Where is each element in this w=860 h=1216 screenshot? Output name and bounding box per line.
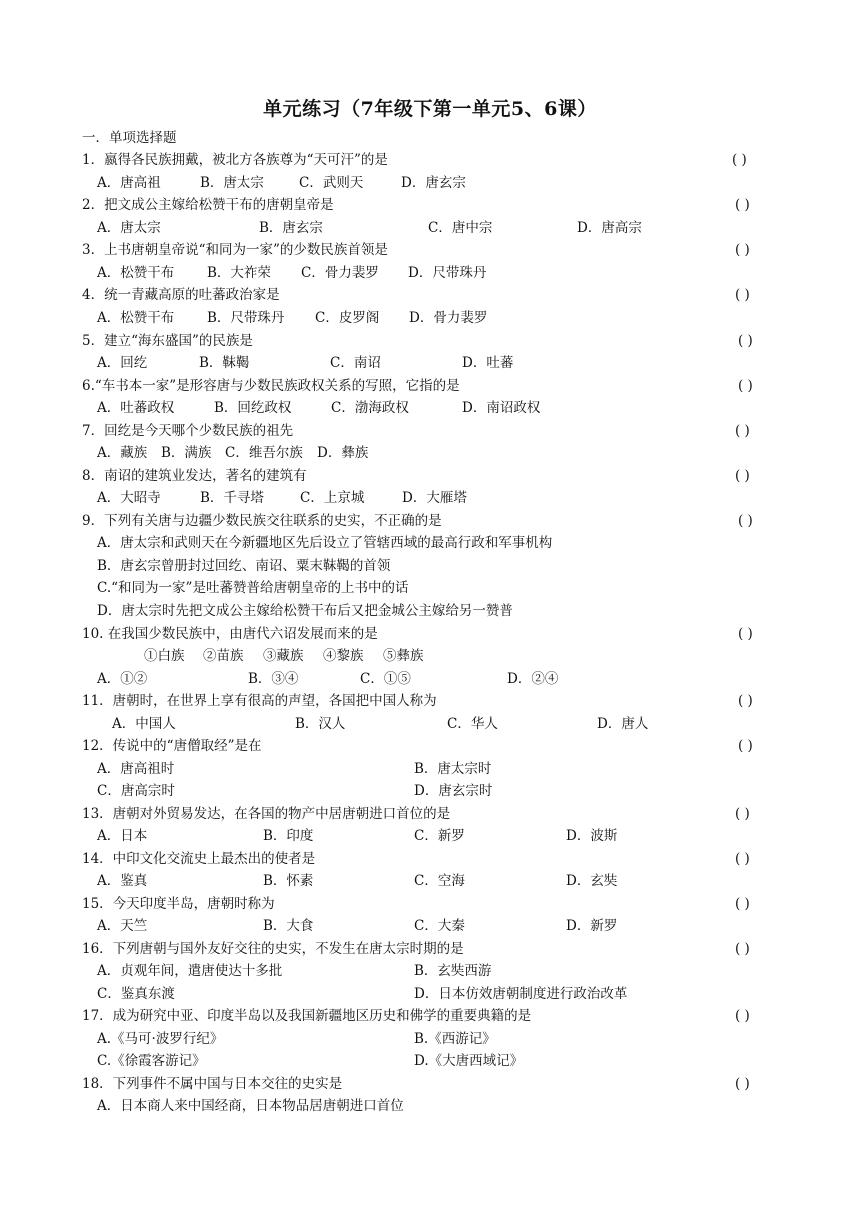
answer-blank[interactable]: ( )	[735, 1008, 750, 1024]
option: D.《大唐西域记》	[414, 1053, 524, 1069]
option: C．大秦	[414, 918, 465, 934]
option: B．汉人	[295, 716, 346, 732]
option: D．新罗	[566, 918, 618, 934]
option: B．大食	[263, 918, 314, 934]
option: C．新罗	[414, 828, 465, 844]
sub-item: ①白族	[144, 648, 185, 664]
option: D．唐高宗	[577, 220, 642, 236]
option: A．唐太宗	[97, 220, 161, 236]
answer-blank[interactable]: ( )	[735, 468, 750, 484]
option: B．唐玄宗曾册封过回纥、南诏、粟末靺鞨的首领	[97, 558, 391, 574]
question-stem: 10. 在我国少数民族中，由唐代六诏发展而来的是	[82, 626, 378, 642]
question-row	[0, 1073, 860, 1095]
option: B．靺鞨	[199, 355, 250, 371]
question-row	[0, 420, 860, 442]
option: C．武则天	[299, 175, 364, 191]
options-row	[0, 397, 860, 419]
options-row	[0, 487, 860, 509]
question-stem: 18．下列事件不属中国与日本交往的史实是	[82, 1076, 343, 1092]
options-row	[0, 352, 860, 374]
option: B．玄奘西游	[414, 963, 492, 979]
question-stem: 3．上书唐朝皇帝说“和同为一家”的少数民族首领是	[82, 242, 388, 258]
option: D．吐蕃	[462, 355, 514, 371]
options-row	[0, 217, 860, 239]
answer-blank[interactable]: ( )	[735, 242, 750, 258]
option: B．印度	[263, 828, 314, 844]
question-row	[0, 375, 860, 397]
question-stem: 14．中印文化交流史上最杰出的使者是	[82, 851, 316, 867]
question-stem: 9．下列有关唐与边疆少数民族交往联系的史实，不正确的是	[82, 513, 442, 529]
question-stem: 17．成为研究中亚、印度半岛以及我国新疆地区历史和佛学的重要典籍的是	[82, 1008, 532, 1024]
option: D．骨力裴罗	[409, 310, 488, 326]
option: C．骨力裴罗	[301, 265, 379, 281]
answer-blank[interactable]: ( )	[738, 333, 753, 349]
options-row	[0, 1095, 860, 1117]
question-row	[0, 330, 860, 352]
options-row	[0, 600, 860, 622]
option: C．鉴真东渡	[97, 986, 175, 1002]
option: A．①②	[97, 671, 148, 687]
option: B．唐玄宗	[259, 220, 323, 236]
answer-blank[interactable]: ( )	[732, 152, 747, 168]
option: C．皮罗阁	[315, 310, 380, 326]
option: D．②④	[507, 671, 559, 687]
question-row	[0, 465, 860, 487]
answer-blank[interactable]: ( )	[735, 941, 750, 957]
answer-blank[interactable]: ( )	[738, 626, 753, 642]
answer-blank[interactable]: ( )	[735, 423, 750, 439]
question-row	[0, 735, 860, 757]
answer-blank[interactable]: ( )	[735, 197, 750, 213]
question-row	[0, 194, 860, 216]
question-row	[0, 239, 860, 261]
option: C．华人	[447, 716, 498, 732]
sub-item: ④黎族	[323, 648, 364, 664]
option: A．松赞干布	[97, 265, 175, 281]
options-row	[0, 1050, 860, 1072]
options-row	[0, 668, 860, 690]
option: A．贞观年间，遣唐使达十多批	[97, 963, 283, 979]
options-row	[0, 960, 860, 982]
option: B．回纥政权	[214, 400, 292, 416]
section-heading: 一．单项选择题	[82, 130, 177, 146]
question-row	[0, 1005, 860, 1027]
answer-blank[interactable]: ( )	[738, 513, 753, 529]
option: A．中国人	[112, 716, 176, 732]
question-stem: 15．今天印度半岛，唐朝时称为	[82, 896, 275, 912]
answer-blank[interactable]: ( )	[735, 851, 750, 867]
sub-item: ②苗族	[203, 648, 244, 664]
option: C．维吾尔族	[225, 445, 303, 461]
option: A．松赞干布	[97, 310, 175, 326]
option: D．日本仿效唐朝制度进行政治改革	[414, 986, 628, 1002]
option: A．藏族	[97, 445, 148, 461]
option: A．日本	[97, 828, 148, 844]
sub-item: ⑤彝族	[383, 648, 424, 664]
sub-items-row	[0, 645, 860, 667]
option: C．唐中宗	[428, 220, 493, 236]
question-stem: 2．把文成公主嫁给松赞干布的唐朝皇帝是	[82, 197, 334, 213]
option: D．玄奘	[566, 873, 618, 889]
options-row	[0, 915, 860, 937]
question-stem: 8．南诏的建筑业发达，著名的建筑有	[82, 468, 307, 484]
question-row	[0, 893, 860, 915]
question-row	[0, 623, 860, 645]
options-row	[0, 307, 860, 329]
question-row	[0, 848, 860, 870]
options-row	[0, 825, 860, 847]
option: A．天竺	[97, 918, 148, 934]
option: A．回纥	[97, 355, 148, 371]
option: C．唐高宗时	[97, 783, 175, 799]
option: C．渤海政权	[331, 400, 409, 416]
page-title: 单元练习（7年级下第一单元5、6课）	[263, 98, 597, 120]
options-row	[0, 262, 860, 284]
option: C．上京城	[300, 490, 365, 506]
option: B．唐太宗时	[414, 761, 492, 777]
option: D．波斯	[566, 828, 618, 844]
question-stem: 7．回纥是今天哪个少数民族的祖先	[82, 423, 294, 439]
options-row	[0, 1028, 860, 1050]
question-stem: 12．传说中的“唐僧取经”是在	[82, 738, 262, 754]
option: D．唐人	[597, 716, 649, 732]
option: C．空海	[414, 873, 465, 889]
question-row	[0, 803, 860, 825]
option: A.《马可·波罗行纪》	[97, 1031, 224, 1047]
options-row	[0, 577, 860, 599]
question-stem: 13．唐朝对外贸易发达，在各国的物产中居唐朝进口首位的是	[82, 806, 451, 822]
question-stem: 16．下列唐朝与国外友好交往的史实，不发生在唐太宗时期的是	[82, 941, 464, 957]
option: B．③④	[248, 671, 299, 687]
option: A．日本商人来中国经商，日本物品居唐朝进口首位	[97, 1098, 404, 1114]
option: C.《徐霞客游记》	[97, 1053, 206, 1069]
question-row	[0, 690, 860, 712]
section-heading-row	[0, 127, 860, 149]
question-stem: 5．建立“海东盛国”的民族是	[82, 333, 253, 349]
answer-blank[interactable]: ( )	[735, 896, 750, 912]
answer-blank[interactable]: ( )	[735, 287, 750, 303]
option: D．尺带珠丹	[408, 265, 487, 281]
option: B．尺带珠丹	[207, 310, 285, 326]
option: A．唐高祖时	[97, 761, 175, 777]
options-row	[0, 758, 860, 780]
question-row	[0, 938, 860, 960]
answer-blank[interactable]: ( )	[738, 693, 753, 709]
answer-blank[interactable]: ( )	[738, 738, 753, 754]
options-row	[0, 555, 860, 577]
options-row	[0, 780, 860, 802]
option: A．鉴真	[97, 873, 148, 889]
answer-blank[interactable]: ( )	[738, 378, 753, 394]
option: C.“和同为一家”是吐蕃赞普给唐朝皇帝的上书中的话	[97, 580, 409, 596]
question-stem: 11．唐朝时，在世界上享有很高的声望，各国把中国人称为	[82, 693, 437, 709]
answer-blank[interactable]: ( )	[735, 1076, 750, 1092]
answer-blank[interactable]: ( )	[735, 806, 750, 822]
option: C．①⑤	[360, 671, 411, 687]
sub-item: ③藏族	[263, 648, 304, 664]
option: A．唐高祖	[97, 175, 161, 191]
option: D．彝族	[317, 445, 369, 461]
option: A．吐蕃政权	[97, 400, 175, 416]
option: B．唐太宗	[200, 175, 264, 191]
question-stem: 1．嬴得各民族拥戴，被北方各族尊为“天可汗”的是	[82, 152, 388, 168]
options-row	[0, 442, 860, 464]
question-row	[0, 510, 860, 532]
options-row	[0, 713, 860, 735]
question-stem: 4．统一青藏高原的吐蕃政治家是	[82, 287, 280, 303]
question-stem: 6.“车书本一家”是形容唐与少数民族政权关系的写照，它指的是	[82, 378, 460, 394]
question-row	[0, 149, 860, 171]
option: D．唐玄宗时	[414, 783, 493, 799]
option: B.《西游记》	[414, 1031, 496, 1047]
option: D．唐太宗时先把文成公主嫁给松赞干布后又把金城公主嫁给另一赞普	[97, 603, 513, 619]
question-row	[0, 284, 860, 306]
option: B．满族	[161, 445, 212, 461]
options-row	[0, 870, 860, 892]
option: B．大祚荣	[207, 265, 271, 281]
option: C．南诏	[330, 355, 381, 371]
option: B．怀素	[263, 873, 314, 889]
options-row	[0, 172, 860, 194]
option: A．大昭寺	[97, 490, 161, 506]
option: D．唐玄宗	[401, 175, 466, 191]
options-row	[0, 532, 860, 554]
option: A．唐太宗和武则天在今新疆地区先后设立了管辖西域的最高行政和军事机构	[97, 535, 553, 551]
option: B．千寻塔	[200, 490, 264, 506]
option: D．南诏政权	[462, 400, 541, 416]
option: D．大雁塔	[402, 490, 467, 506]
options-row	[0, 983, 860, 1005]
